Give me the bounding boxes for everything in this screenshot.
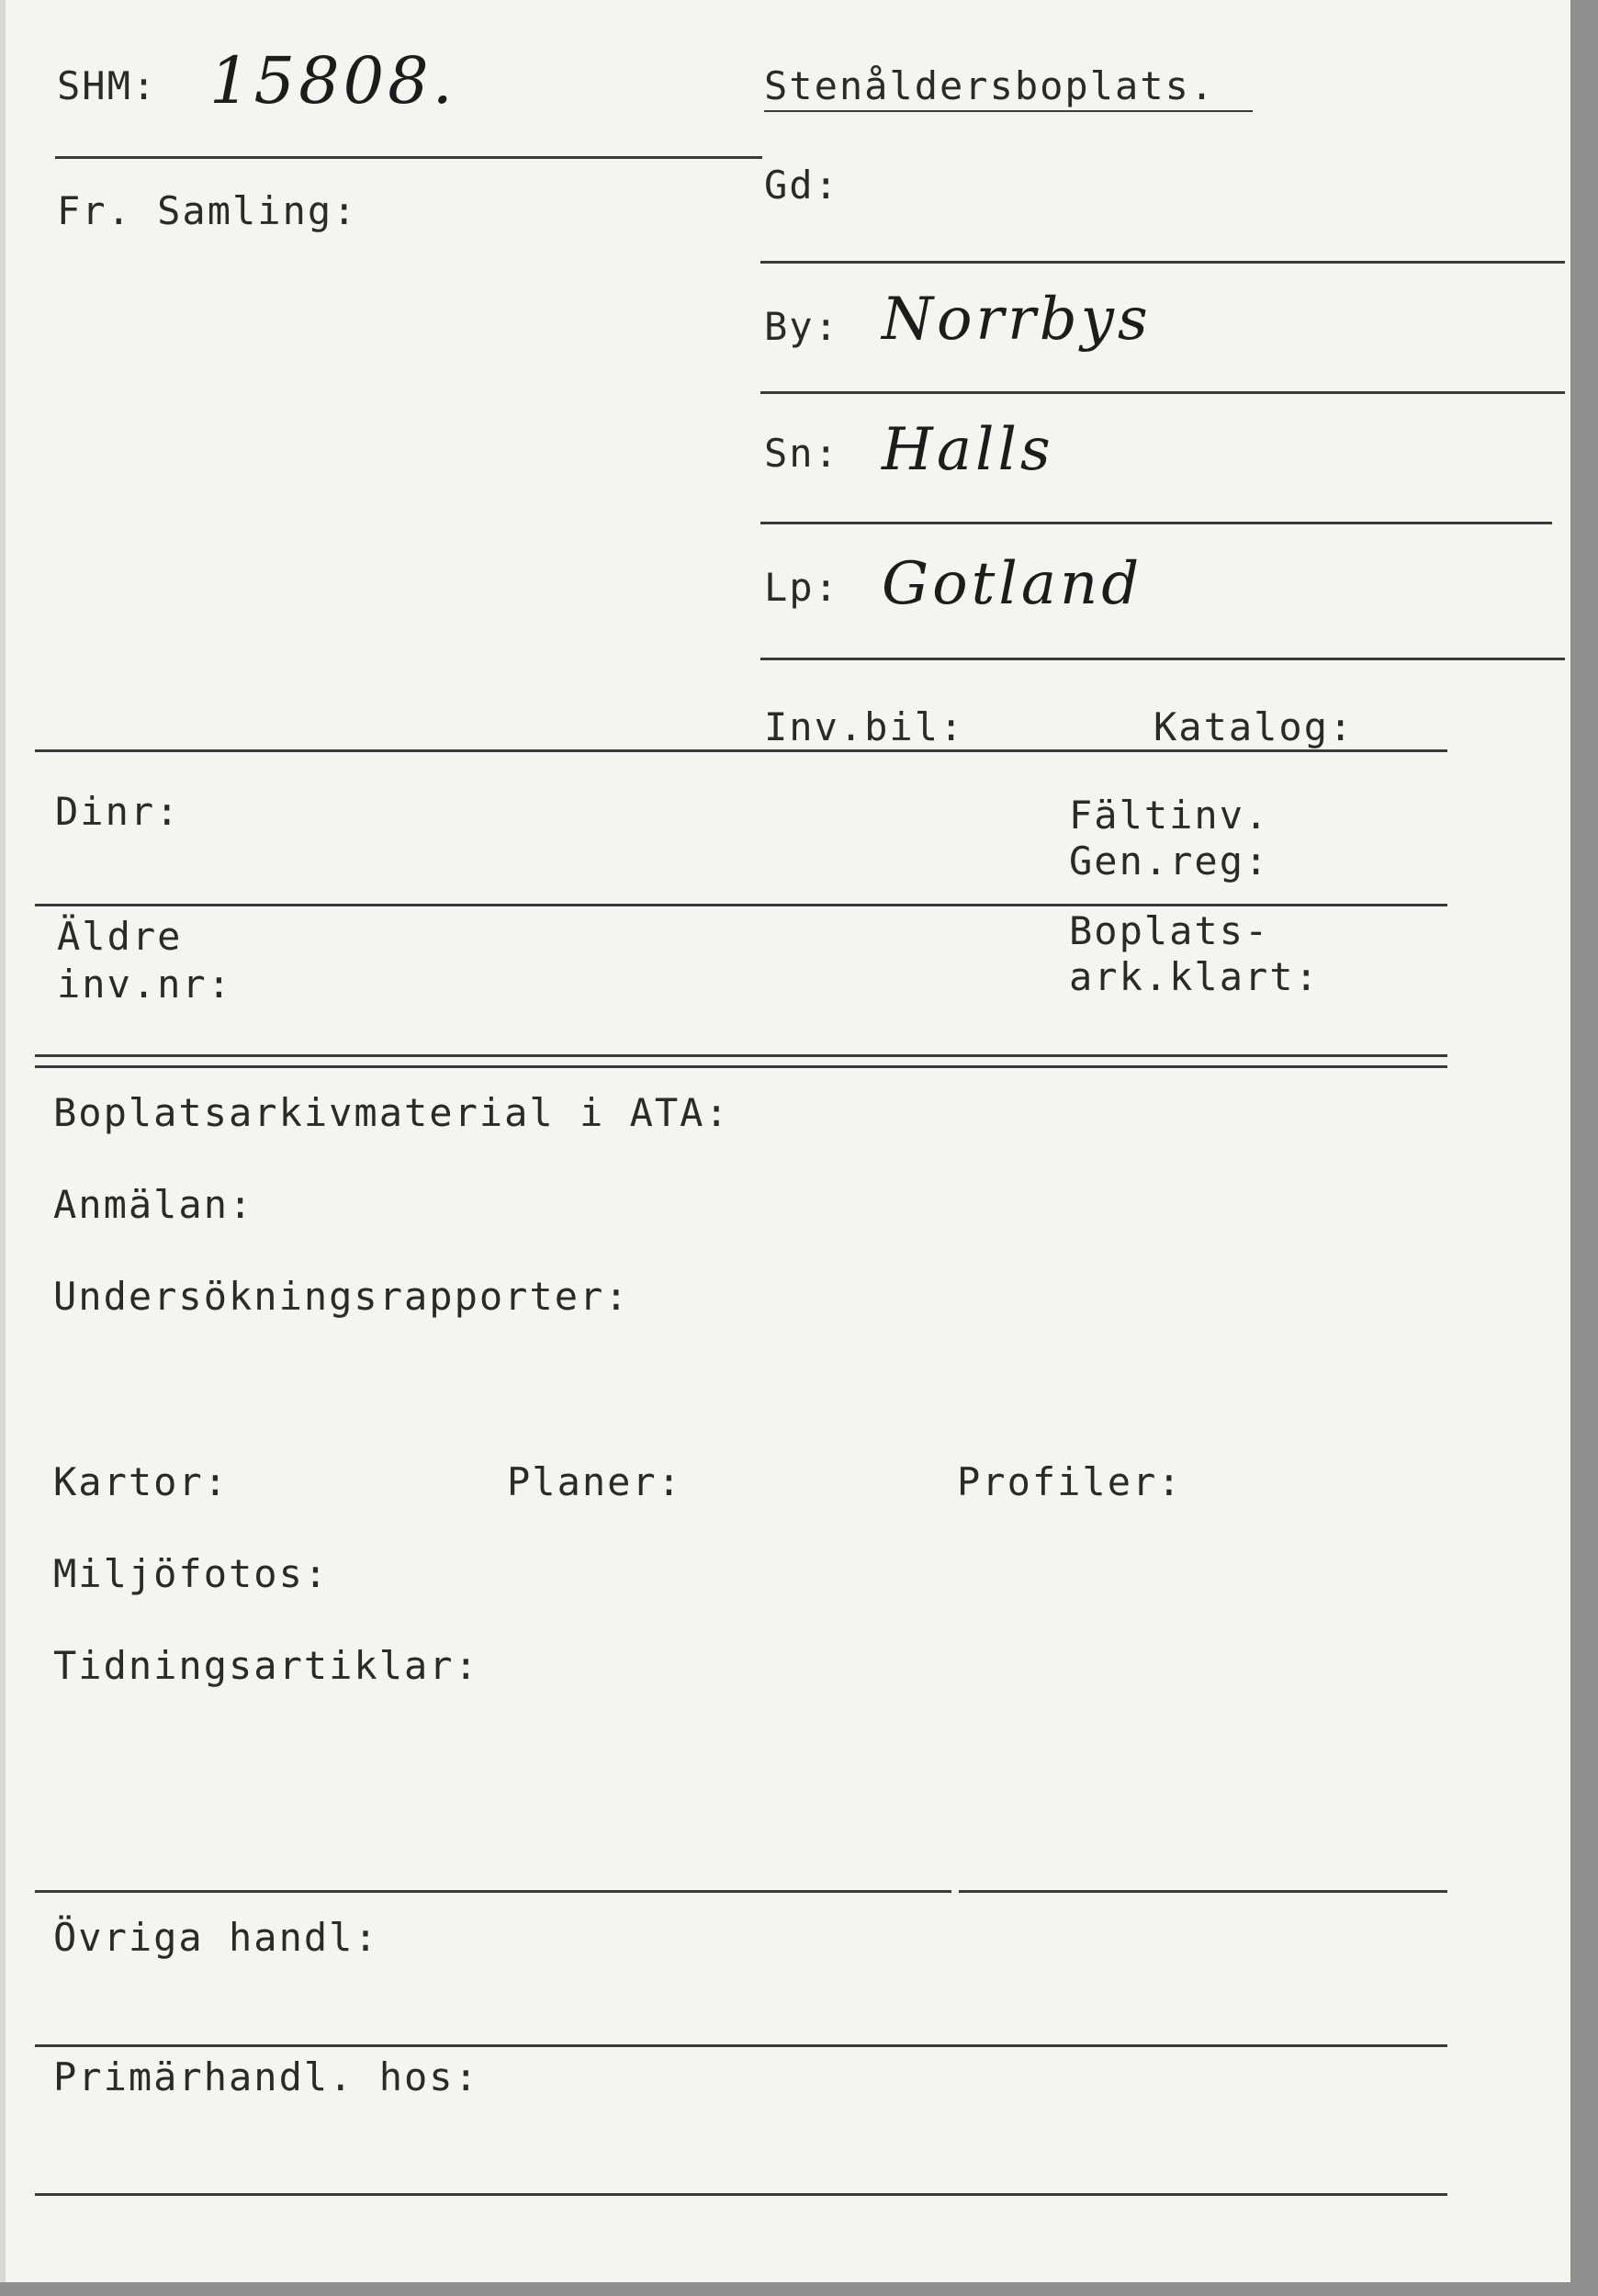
title-underline [764,110,1253,112]
boplats-ark-label-2: ark.klart: [1069,954,1320,999]
sn-label: Sn: [764,431,839,476]
boplats-ark-label-1: Boplats- [1069,908,1270,953]
divider-articles-right [959,1890,1447,1893]
divider-sn [760,522,1552,524]
miljofotos-label: Miljöfotos: [53,1551,330,1596]
katalog-label: Katalog: [1153,704,1355,749]
divider-double-bottom [35,1065,1447,1068]
aldre-label-2: inv.nr: [57,962,233,1007]
divider-gd [760,261,1565,264]
gen-reg-label: Gen.reg: [1069,838,1270,884]
divider-bottom [35,2193,1447,2196]
divider-lp [760,658,1565,660]
sn-value: Halls [882,416,1054,484]
card-edge [0,0,6,2282]
planer-label: Planer: [507,1459,683,1504]
gd-label: Gd: [764,163,839,208]
primarhandl-label: Primärhandl. hos: [53,2054,479,2099]
tidningsartiklar-label: Tidningsartiklar: [53,1643,479,1688]
dinr-label: Dinr: [55,789,181,834]
undersokning-label: Undersökningsrapporter: [53,1274,630,1319]
divider-dinr [35,904,1447,906]
by-label: By: [764,304,839,349]
profiler-label: Profiler: [957,1459,1183,1504]
faltinv-label: Fältinv. [1069,793,1270,838]
lp-label: Lp: [764,565,839,610]
ovriga-label: Övriga handl: [53,1915,379,1960]
shm-number: 15808. [209,43,456,118]
by-value: Norrbys [882,286,1152,354]
divider-ovriga [35,2044,1447,2047]
kartor-label: Kartor: [53,1459,230,1504]
divider-by [760,391,1565,394]
anmalan-label: Anmälan: [53,1182,254,1227]
lp-value: Gotland [882,550,1143,618]
aldre-label-1: Äldre [57,914,183,959]
boplatsarkiv-label: Boplatsarkivmaterial i ATA: [53,1090,730,1135]
divider-inv [35,749,1447,752]
site-type-title: Stenåldersboplats. [764,63,1216,108]
divider-shm [55,156,762,159]
divider-articles-left [35,1890,951,1893]
fr-samling-label: Fr. Samling: [57,188,358,233]
inv-bil-label: Inv.bil: [764,704,965,749]
divider-double-top [35,1054,1447,1057]
shm-label: SHM: [57,63,158,108]
